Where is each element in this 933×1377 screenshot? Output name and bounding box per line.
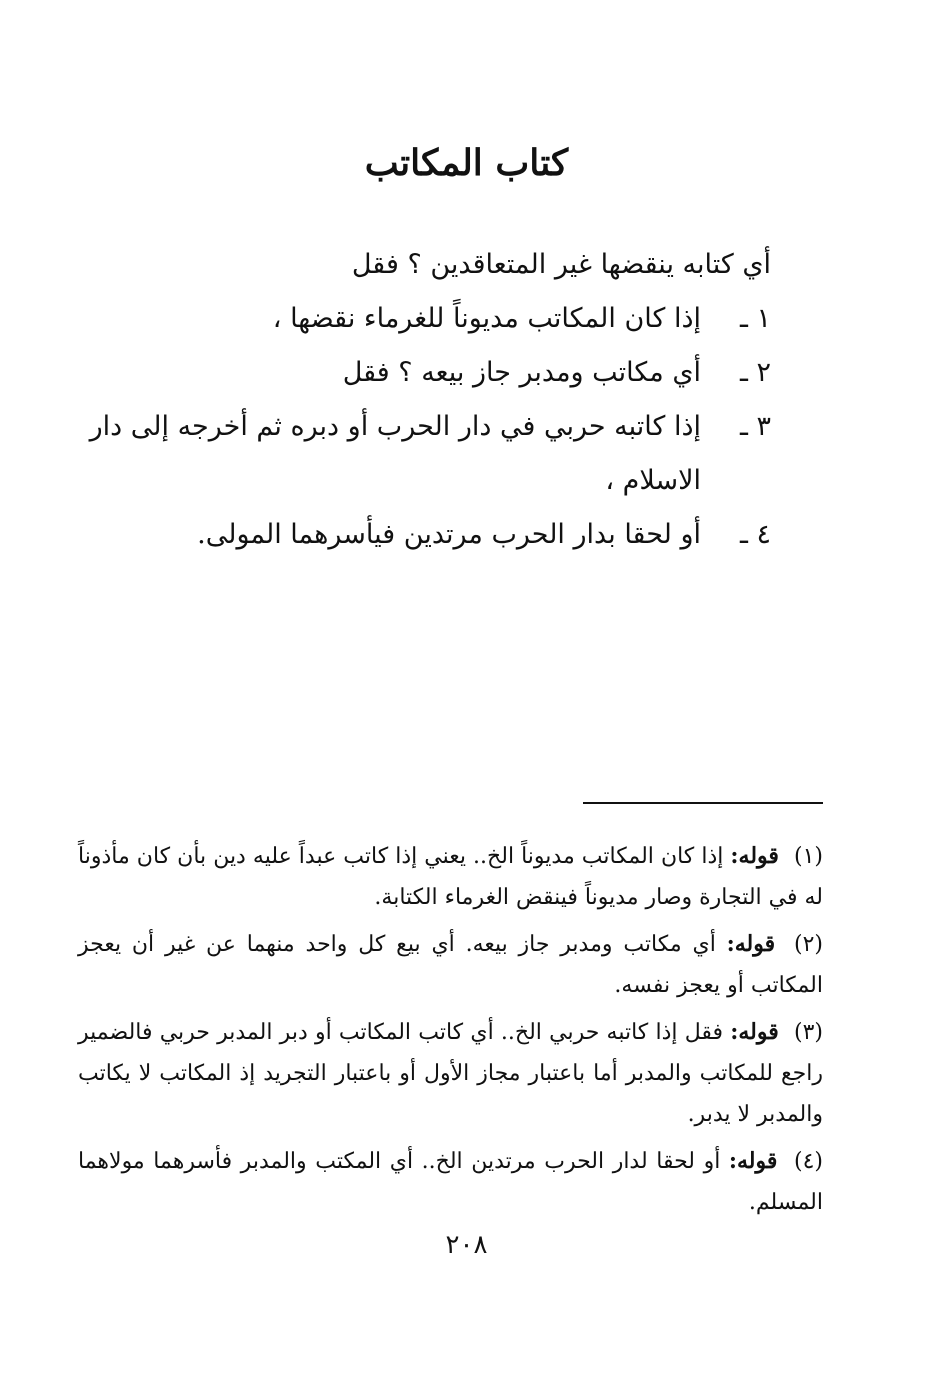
item-number: ٤ ـ <box>739 519 771 550</box>
list-item <box>51 400 771 508</box>
footnote-number: (٤) <box>793 1149 823 1174</box>
footnote-text: إذا كان المكاتب مديوناً الخ.. يعني إذا كاتب عبداً عليه دين بأن كان مأذوناً له في التجارة وصار مديوناً فينقض الغرماء الكتابة. <box>78 844 823 910</box>
footnote <box>78 836 823 918</box>
footnote-text: فقل إذا كاتبه حربي الخ.. أي كاتب المكاتب أو دبر المدبر حربي فالضمير راجع للمكاتب والمدبر أما باعتبار مجاز الأول أو باعتبار التجريد إذ المكاتب لا يكاتب والمدبر لا يدبر. <box>78 1020 823 1127</box>
footnote-keyword: قوله: <box>730 843 779 869</box>
intro-line: أي كتابه ينقضها غير المتعاقدين ؟ فقل <box>351 249 771 280</box>
list-item <box>51 346 771 400</box>
chapter-title: كتاب المكاتب <box>364 142 569 184</box>
footnote-text: أي مكاتب ومدبر جاز بيعه. أي بيع كل واحد منهما عن غير أن يعجز المكاتب أو يعجز نفسه. <box>78 932 823 998</box>
footnote <box>78 1012 823 1135</box>
footnotes <box>78 836 823 1229</box>
footnote-number: (١) <box>794 844 824 869</box>
footnote-number: (٢) <box>793 932 823 957</box>
main-text <box>51 238 771 562</box>
footnote-text: أو لحقا لدار الحرب مرتدين الخ.. أي المكتب والمدبر فأسرهما مولاهما المسلم. <box>78 1149 823 1215</box>
list-item <box>51 508 771 562</box>
item-text: أي مكاتب ومدبر جاز بيعه ؟ فقل <box>342 357 701 388</box>
item-text: أو لحقا بدار الحرب مرتدين فيأسرهما المولى. <box>197 519 701 550</box>
footnote-keyword: قوله: <box>728 1148 778 1174</box>
item-number: ٣ ـ <box>739 411 771 442</box>
item-text: إذا كان المكاتب مديوناً للغرماء نقضها ، <box>272 303 701 334</box>
item-number: ٢ ـ <box>739 357 771 388</box>
footnote-number: (٣) <box>793 1020 823 1045</box>
item-text: إذا كاتبه حربي في دار الحرب أو دبره ثم أخرجه إلى دار الاسلام ، <box>89 411 701 496</box>
footnote-separator <box>583 802 823 804</box>
footnote-keyword: قوله: <box>730 1019 779 1045</box>
page-number: ٢٠٨ <box>445 1230 488 1260</box>
footnote <box>78 924 823 1006</box>
list-item <box>51 292 771 346</box>
footnote-keyword: قوله: <box>726 931 776 957</box>
item-number: ١ ـ <box>739 303 771 334</box>
footnote <box>78 1141 823 1223</box>
